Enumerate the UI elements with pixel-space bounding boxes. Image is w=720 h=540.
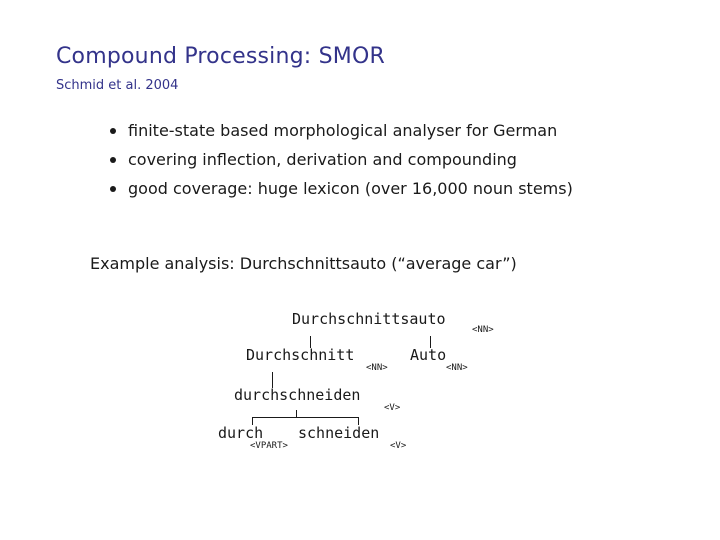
tree-node-auto: Auto [410, 346, 447, 364]
tree-node-schneiden: schneiden [298, 424, 380, 442]
bullet-text: good coverage: huge lexicon (over 16,000 noun stems) [128, 179, 573, 198]
tree-tag-root: <NN> [472, 325, 494, 335]
bullet-icon [110, 157, 116, 163]
tree-tag-durch: <VPART> [250, 441, 288, 451]
tree-node-durchschneiden: durchschneiden [234, 386, 361, 404]
analysis-tree [200, 300, 540, 470]
tree-node-root: Durchschnittsauto [292, 310, 446, 328]
tree-node-durch: durch [218, 424, 264, 442]
tree-tag-durchschnitt: <NN> [366, 363, 388, 373]
tree-tag-schneiden: <V> [390, 441, 407, 451]
bullet-icon [110, 128, 116, 134]
bullet-icon [110, 186, 116, 192]
slide-subtitle: Schmid et al. 2004 [56, 78, 179, 93]
tree-tag-durchschneiden: <V> [384, 403, 401, 413]
bullet-text: finite-state based morphological analyser for German [128, 121, 558, 140]
tree-connector [252, 417, 358, 418]
bullet-item [108, 120, 573, 149]
tree-node-durchschnitt: Durchschnitt [246, 346, 355, 364]
bullet-item [108, 149, 573, 178]
bullet-list [108, 120, 573, 207]
tree-tag-auto: <NN> [446, 363, 468, 373]
bullet-text: covering inflection, derivation and compounding [128, 150, 517, 169]
example-caption: Example analysis: Durchschnittsauto (“average car”) [90, 254, 517, 273]
slide-title: Compound Processing: SMOR [56, 44, 385, 69]
bullet-item [108, 178, 573, 207]
